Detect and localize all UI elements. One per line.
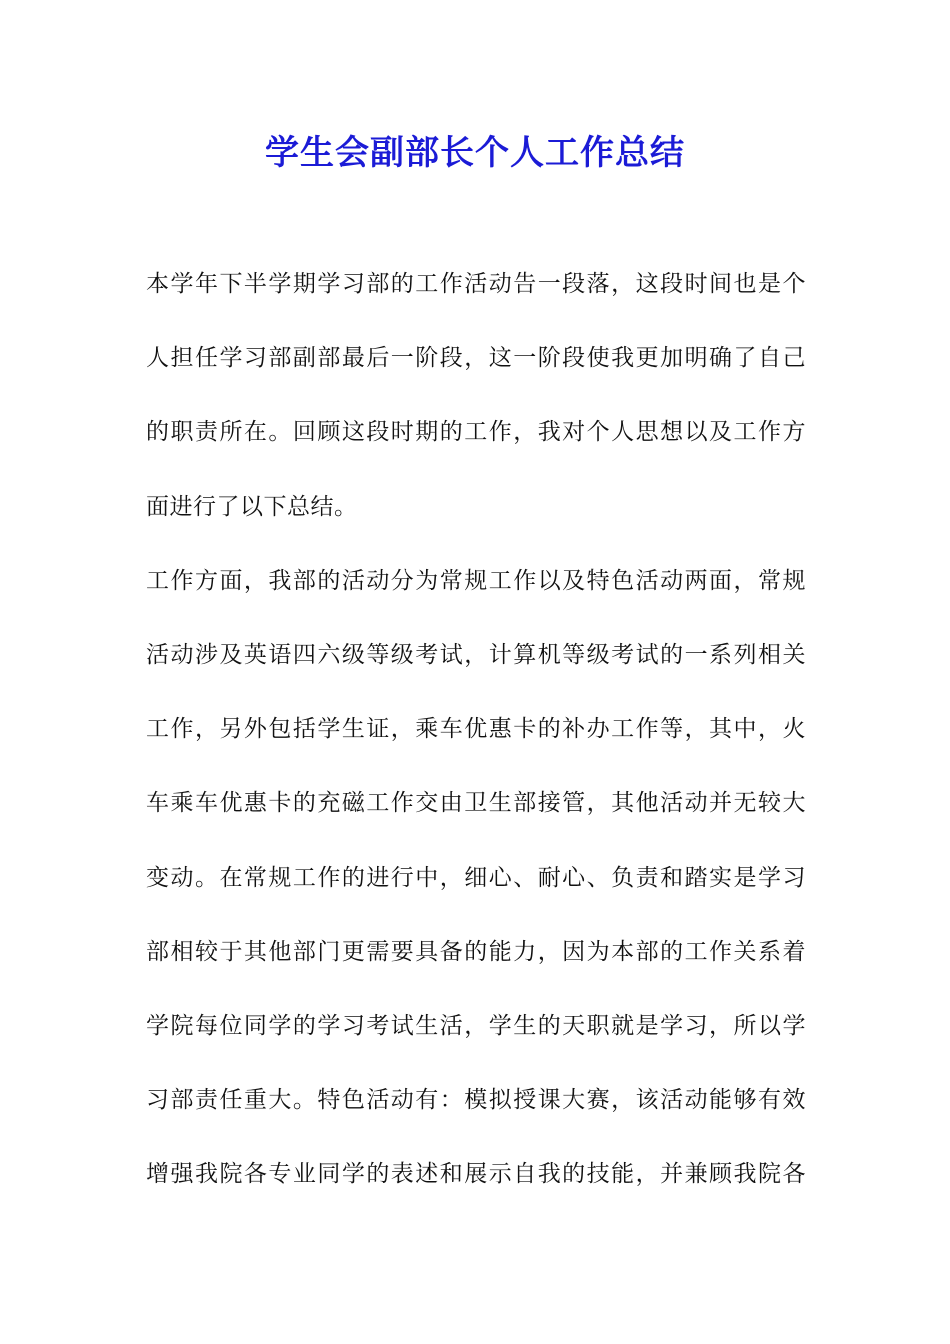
document-title: 学生会副部长个人工作总结 [265, 133, 685, 173]
body-line: 变动。在常规工作的进行中，细心、耐心、负责和踏实是学习 [146, 864, 806, 891]
document-body [146, 262, 806, 1226]
body-line: 面进行了以下总结。 [146, 493, 358, 520]
body-line: 部相较于其他部门更需要具备的能力，因为本部的工作关系着 [146, 938, 806, 965]
body-line: 活动涉及英语四六级等级考试，计算机等级考试的一系列相关 [146, 641, 806, 668]
body-line: 工作方面，我部的活动分为常规工作以及特色活动两面，常规 [146, 567, 806, 594]
body-line: 本学年下半学期学习部的工作活动告一段落，这段时间也是个 [146, 271, 806, 297]
body-line: 车乘车优惠卡的充磁工作交由卫生部接管，其他活动并无较大 [146, 790, 806, 817]
body-line: 学院每位同学的学习考试生活，学生的天职就是学习，所以学 [146, 1012, 806, 1039]
body-line: 工作，另外包括学生证，乘车优惠卡的补办工作等，其中，火 [146, 716, 806, 743]
body-line: 的职责所在。回顾这段时期的工作，我对个人思想以及工作方 [146, 419, 806, 446]
body-line: 习部责任重大。特色活动有：模拟授课大赛，该活动能够有效 [146, 1087, 806, 1114]
body-line: 人担任学习部副部最后一阶段，这一阶段使我更加明确了自己 [146, 345, 806, 372]
body-line: 增强我院各专业同学的表述和展示自我的技能，并兼顾我院各 [146, 1161, 806, 1188]
